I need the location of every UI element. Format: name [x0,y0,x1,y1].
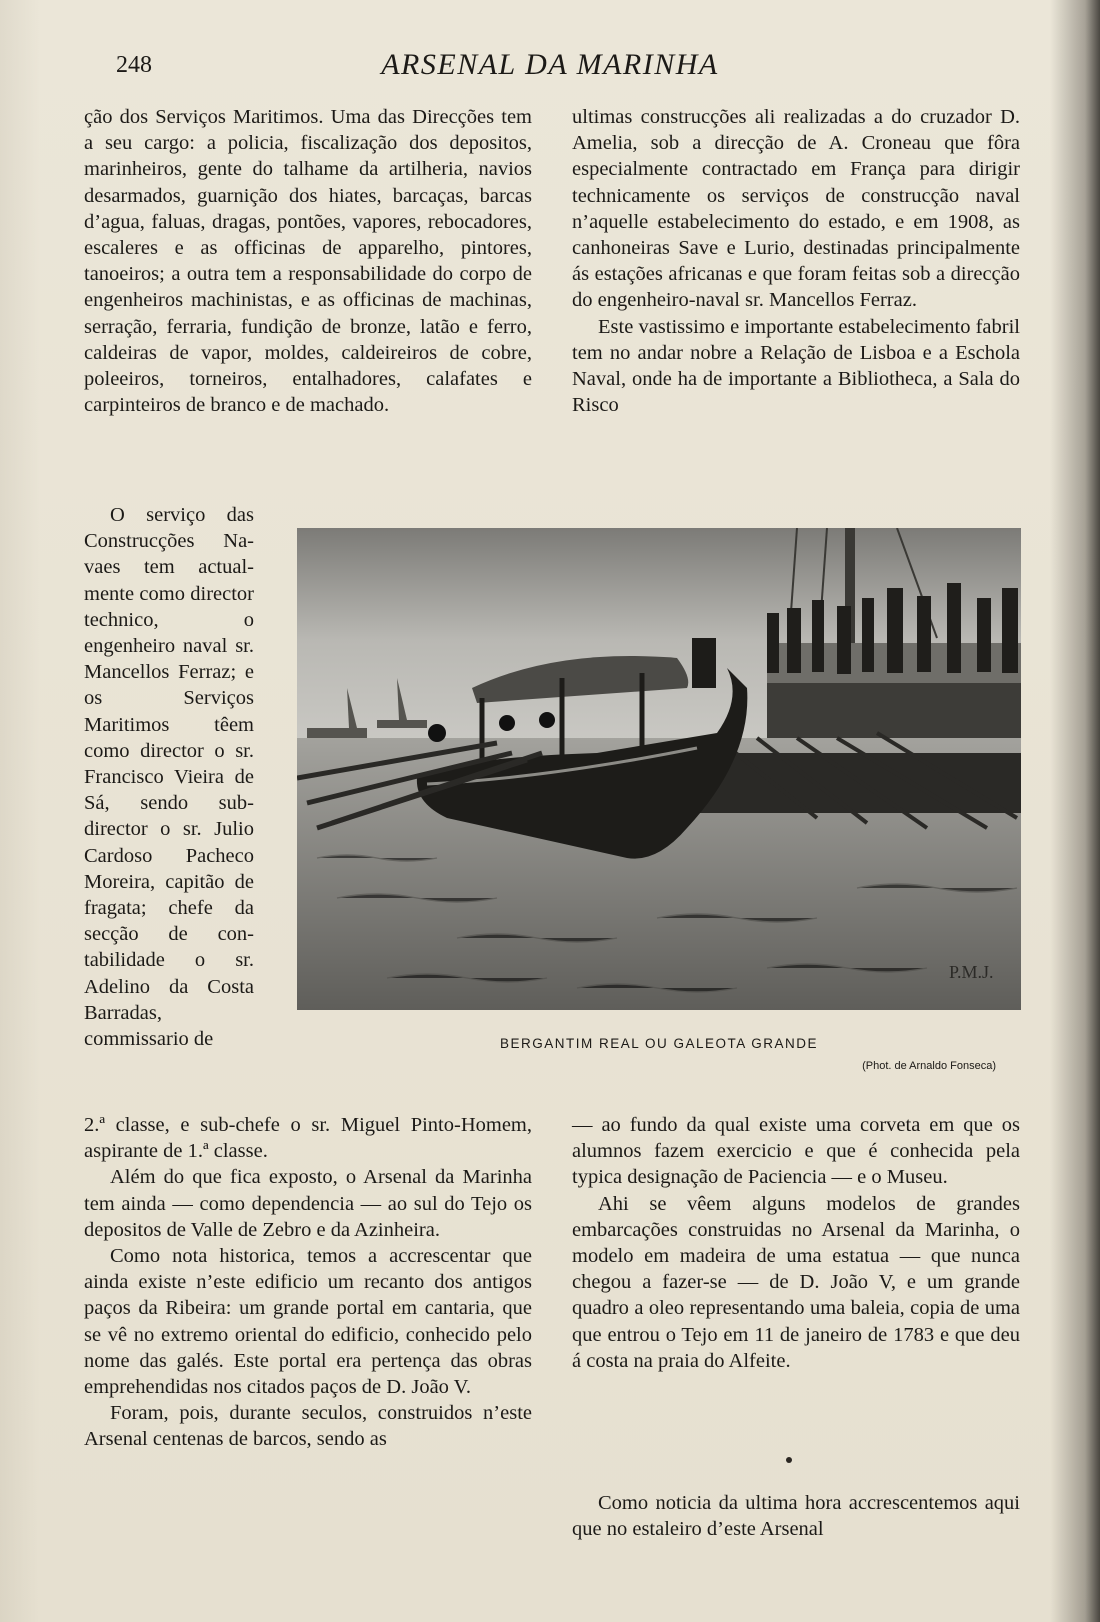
paragraph: 2.ª classe, e sub-chefe o sr. Miguel Pinto-Homem, aspirante de 1.ª classe. [84,1114,532,1163]
left-column-bottom [84,1112,532,1453]
right-column-final [572,1490,1020,1542]
left-column-narrow [84,502,254,1052]
photo-drawing [297,528,1021,1010]
paragraph: O serviço das Construcções Navaes tem actualmente como director technico, o engenheiro naval sr. Mancellos Ferraz; e os Serviços Maritimos têem como director o sr. Francisco Vieira de Sá, sendo subdirector o sr. Julio Cardoso Pacheco Moreira, capitão de fragata; chefe da secção de contabilidade o sr. Adelino da Costa Barradas, commissario de [84,504,254,1051]
paragraph: Além do que fica exposto, o Arsenal da Marinha tem ainda — como dependencia — ao sul do Tejo os depositos de Valle de Zebro e da Azinheira. [84,1166,532,1241]
left-column-top [84,104,532,418]
paragraph: Como nota historica, temos a accrescentar que ainda existe n’este edificio um recanto dos antigos paços da Ribeira: um grande portal em cantaria, que se vê no extremo oriental do edificio, conhecido pelo nome das galés. Este portal era pertença das obras emprehendidas nos citados paços de D. João V. [84,1245,532,1399]
paragraph: — ao fundo da qual existe uma corveta em que os alumnos fazem exercicio e que é conhecida pela typica designação de Paciencia — e o Museu. [572,1114,1020,1189]
photograph-bergantim-real [297,528,1021,1010]
paragraph: ção dos Serviços Maritimos. Uma das Direcções tem a seu cargo: a policia, fiscalização dos depositos, marinheiros, gente do talhame da artilheria, navios desarmados, guarnição dos hiates, barcaças, barcas d’agua, faluas, dragas, pontões, vapores, rebocadores, escaleres e as officinas de apparelho, pintores, tanoeiros; a outra tem a responsabilidade do corpo de engenheiros machinistas, e as officinas de machinas, serração, ferraria, fundição de bronze, latão e ferro, caldeiras de vapor, moldes, caldeireiros de cobre, poleeiros, torneiros, entalhadores, calafates e carpinteiros de branco e de machado. [84,106,532,417]
running-title: ARSENAL DA MARINHA [381,48,719,81]
figure-caption: BERGANTIM REAL OU GALEOTA GRANDE [499,1036,819,1051]
paragraph: Ahi se vêem alguns modelos de grandes embarcações construidas no Arsenal da Marinha, o modelo em madeira de uma estatua — que nunca chegou a fazer-se — de D. João V, e um grande quadro a oleo representando uma baleia, copia de uma que entrou o Tejo em 11 de janeiro de 1783 e que deu á costa na praia do Alfeite. [572,1192,1020,1372]
paragraph: Como noticia da ultima hora accrescentemos aqui que no estaleiro d’este Arsenal [572,1492,1020,1541]
photo-signature: P.M.J. [949,962,994,982]
section-separator-dot [786,1457,792,1463]
figure-credit: (Phot. de Arnaldo Fonseca) [862,1060,996,1072]
paragraph: ultimas construcções ali realizadas a do cruzador D. Amelia, sob a direcção de A. Croneau que fôra especialmente contractado em França para dirigir technicamente os serviços de construcção naval n’aquelle estabelecimento do estado, e em 1908, as canhoneiras Save e Lurio, destinadas principalmente ás estações africanas e que foram feitas sob a direcção do engenheiro-naval sr. Mancellos Ferraz. [572,106,1020,312]
paragraph: Foram, pois, durante seculos, construidos n’este Arsenal centenas de barcos, sendo as [84,1402,532,1451]
right-column-top [572,104,1020,418]
paragraph: Este vastissimo e importante estabelecimento fabril tem no andar nobre a Relação de Lisboa e a Eschola Naval, onde ha de importante a Bibliotheca, a Sala do Risco [572,315,1020,417]
page-number: 248 [116,52,152,78]
right-column-bottom [572,1112,1020,1374]
